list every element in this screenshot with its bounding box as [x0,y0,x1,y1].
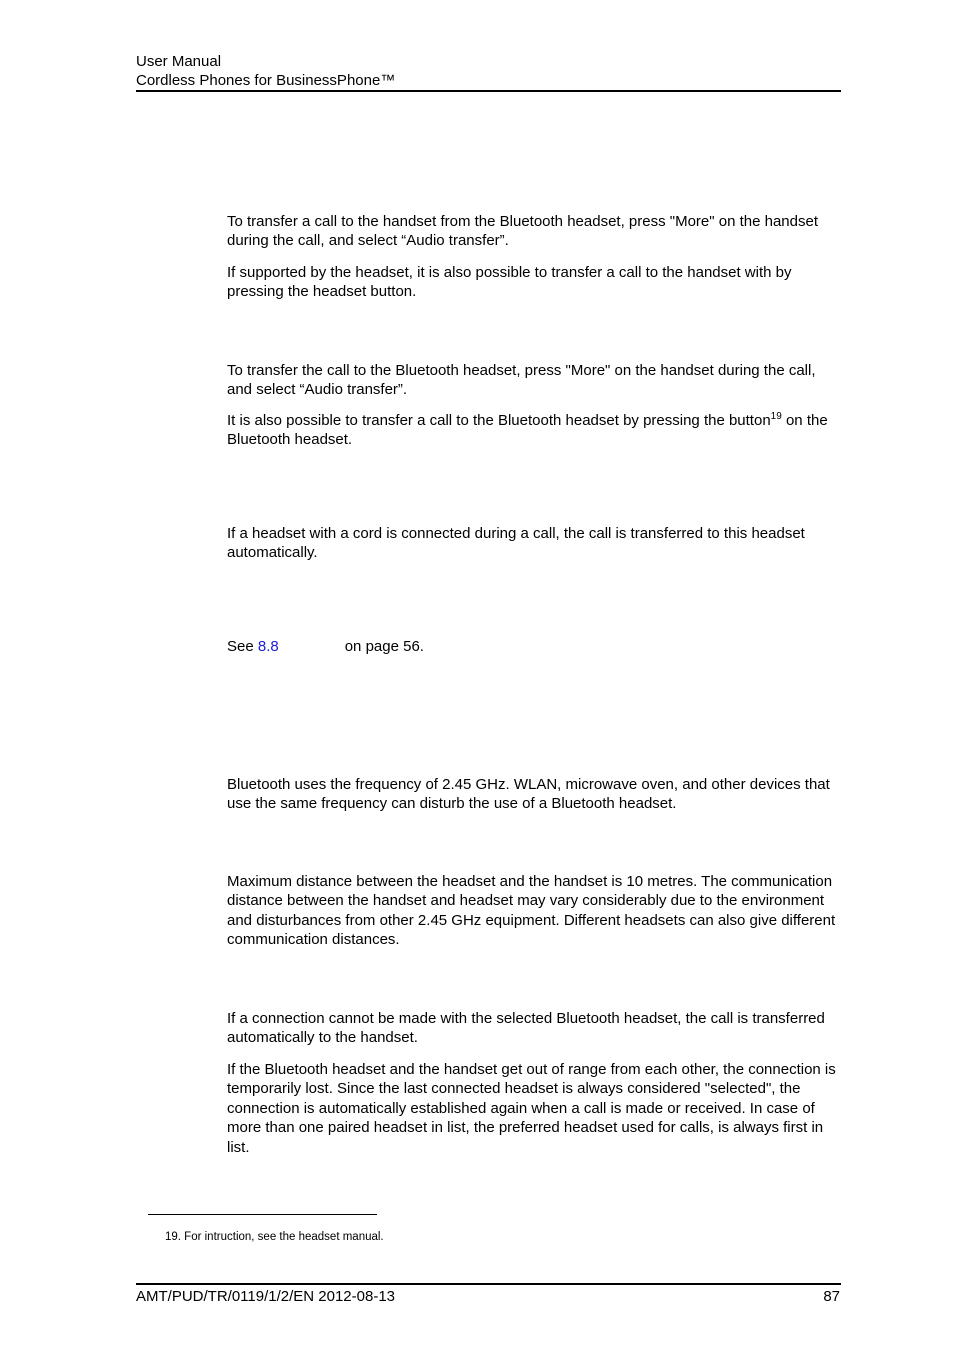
footnote-text: 19. For intruction, see the headset manual. [165,1231,384,1243]
page-number: 87 [823,1288,840,1305]
header-divider [136,90,841,92]
header-subtitle: Cordless Phones for BusinessPhone™ [136,72,396,89]
footnote-divider [148,1214,377,1215]
header-title: User Manual [136,53,222,70]
paragraph-headset-button [227,411,842,450]
paragraph-headset-button-transfer: If supported by the headset, it is also possible to transfer a call to the handset with by pressing the headset button. [227,264,792,301]
footnote-reference[interactable]: 19 [770,411,782,422]
paragraph-transfer-to-headset: To transfer the call to the Bluetooth headset, press "More" on the handset during the call, and select “Audio transfer”. [227,362,816,399]
section-link[interactable]: 8.8 [257,638,279,655]
paragraph-distance: Maximum distance between the headset and the handset is 10 metres. The communication distance between the handset and headset may vary considerably due to the environment and disturbances from other 2.45 GHz equipment. Different headsets can also give different communication distances. [227,873,836,949]
paragraph-transfer-to-handset: To transfer a call to the handset from the Bluetooth headset, press "More" on the handset during the call, and select “Audio transfer”. [227,213,818,250]
document-id: AMT/PUD/TR/0119/1/2/EN 2012-08-13 [136,1288,396,1305]
paragraph-corded-headset: If a headset with a cord is connected during a call, the call is transferred to this headset automatically. [227,525,805,562]
paragraph-connection-fail: If a connection cannot be made with the selected Bluetooth headset, the call is transferred automatically to the handset. [227,1010,825,1047]
paragraph-see-reference [227,637,842,656]
paragraph-frequency: Bluetooth uses the frequency of 2.45 GHz. WLAN, microwave oven, and other devices that use the same frequency can disturb the use of a Bluetooth headset. [227,776,830,813]
paragraph-out-of-range: If the Bluetooth headset and the handset get out of range from each other, the connection is temporarily lost. Since the last connected headset is always considered "selected", the connection is automatically established again when a call is made or received. In case of more than one paired headset in list, the preferred headset used for calls, is always first in list. [227,1061,836,1156]
paragraph-headset-button-tail: on the Bluetooth headset. [227,412,828,449]
paragraph-headset-button-text: It is also possible to transfer a call to the Bluetooth headset by pressing the button [227,412,771,429]
page-reference: on page 56. [344,638,424,655]
running-header [136,52,840,90]
footer-divider [136,1283,841,1285]
see-text: See [227,638,258,655]
